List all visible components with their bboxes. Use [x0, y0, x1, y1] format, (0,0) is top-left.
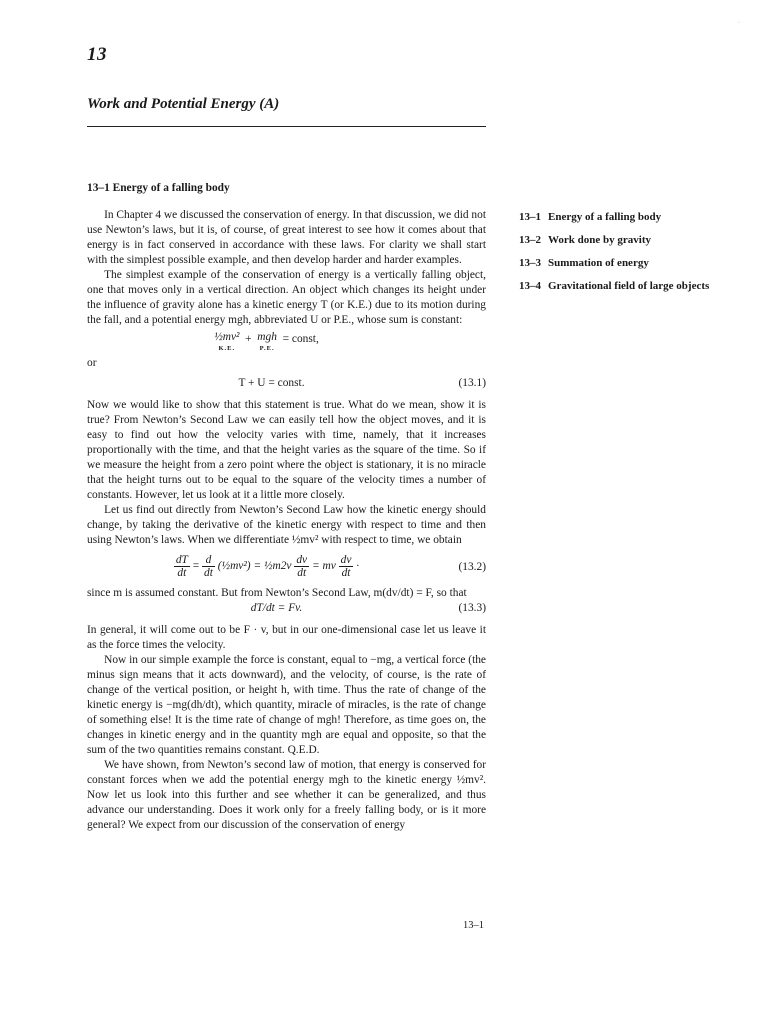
equation-ke-pe [87, 328, 486, 358]
paragraph: Now we would like to show that this statement is true. What do we mean, show it is true? From Newton’s Second Law we can easily tell how the object moves, and it is easy to find out how the velocity varies with time, namely, that it increases proportionally with the time, and that the height varies as the square of the time. So if we measure the height from a zero point where the object is stationary, it is no miracle that the height turns out to be equal to the square of the velocity times a number of constants. However, let us look at it a little more closely. [87, 399, 486, 501]
outline-item-label: Summation of energy [548, 257, 649, 269]
outline-item [519, 233, 719, 247]
outline-item-label: Gravitational field of large objects [548, 280, 710, 292]
paragraph: We have shown, from Newton’s second law of motion, that energy is conserved for constant forces when we add the potential energy mgh to the kinetic energy ½mv². Now let us look into this further and see whether it can be generalized, and thus advance our understanding. Does it work only for a freely falling body, or is it more general? We expect from our discussion of the conservation of energy [87, 759, 486, 831]
pe-term: mgh [257, 331, 277, 343]
section-heading: 13–1 Energy of a falling body [87, 182, 230, 194]
or-word: or [87, 357, 97, 369]
paragraph: since m is assumed constant. But from Newton’s Second Law, m(dv/dt) = F, so that [87, 587, 467, 599]
ke-term: ½mv² [214, 331, 240, 343]
outline-item-label: Energy of a falling body [548, 211, 662, 223]
section-outline [519, 210, 719, 302]
outline-item [519, 256, 719, 270]
outline-item-label: Work done by gravity [548, 234, 651, 246]
or-row [87, 358, 486, 372]
equation-13-3 [87, 601, 486, 623]
outline-item-number: 13–3 [519, 257, 541, 269]
title-rule [87, 126, 486, 127]
body-block-1 [87, 208, 486, 833]
paragraph: In Chapter 4 we discussed the conservation of energy. In that discussion, we did not use Newton’s laws, but it is, of course, of great interest to see how it comes about that energy is in fact conserved in accordance with these laws. For clarity we shall start with the simplest possible example, and then develop harder and harder examples. [87, 209, 486, 266]
equation-13-2: $\frac{dT}{dt}$ = $\frac{d}{dt}$ (½mv²) = ½m2v $\frac{dv}{dt}$ = mv $\frac{dv}{dt}$ · (13.2) [175, 554, 486, 579]
equation-expr: T + U = const. [238, 377, 305, 389]
equation-number: (13.2) [458, 561, 486, 573]
outline-item-number: 13–1 [519, 211, 541, 223]
outline-item [519, 210, 719, 224]
equation-expr: dT/dt = Fv. [250, 602, 303, 614]
chapter-number: 13 [87, 44, 107, 65]
main-text-column [87, 181, 486, 205]
chapter-title: Work and Potential Energy (A) [87, 96, 280, 112]
paragraph: In general, it will come out to be F · v, but in our one-dimensional case let us leave it as the force times the velocity. [87, 624, 486, 651]
pe-label: P.E. [259, 345, 275, 352]
equation-13-1 [87, 372, 486, 398]
plus-sign: + [245, 333, 252, 345]
equation-number: (13.1) [458, 377, 486, 389]
ke-label: K.E. [218, 345, 236, 352]
page-number: 13–1 [463, 920, 484, 931]
paragraph: The simplest example of the conservation of energy is a vertically falling object, one that moves only in a vertical direction. An object which changes its height under the influence of gravity alone has a kinetic energy T (or K.E.) due to its motion during the fall, and a potential energy mgh, abbreviated U or P.E., whose sum is constant: [87, 269, 486, 326]
paragraph: Let us find out directly from Newton’s Second Law how the kinetic energy should change, by taking the derivative of the kinetic energy with respect to time and then using Newton’s laws. When we differentiate ½mv² with respect to time, we obtain [87, 504, 486, 546]
outline-item-number: 13–4 [519, 280, 541, 292]
outline-item [519, 279, 719, 293]
paragraph: Now in our simple example the force is constant, equal to −mg, a vertical force (the minus sign means that it acts downward), and the velocity, of course, is the rate of change of the vertical position, or height h, with time. Thus the rate of change of the kinetic energy is −mg(dh/dt), which quantity, miracle of miracles, is the rate of change of something else! It is the time rate of change of mgh! Therefore, as time goes on, the changes in kinetic energy and in the quantity mgh are equal and opposite, so that the sum of the two quantities remains constant. Q.E.D. [87, 654, 486, 756]
outline-item-number: 13–2 [519, 234, 541, 246]
eq-rhs: = const, [282, 333, 319, 345]
corner-mark: · [738, 20, 740, 26]
equation-number: (13.3) [458, 602, 486, 614]
